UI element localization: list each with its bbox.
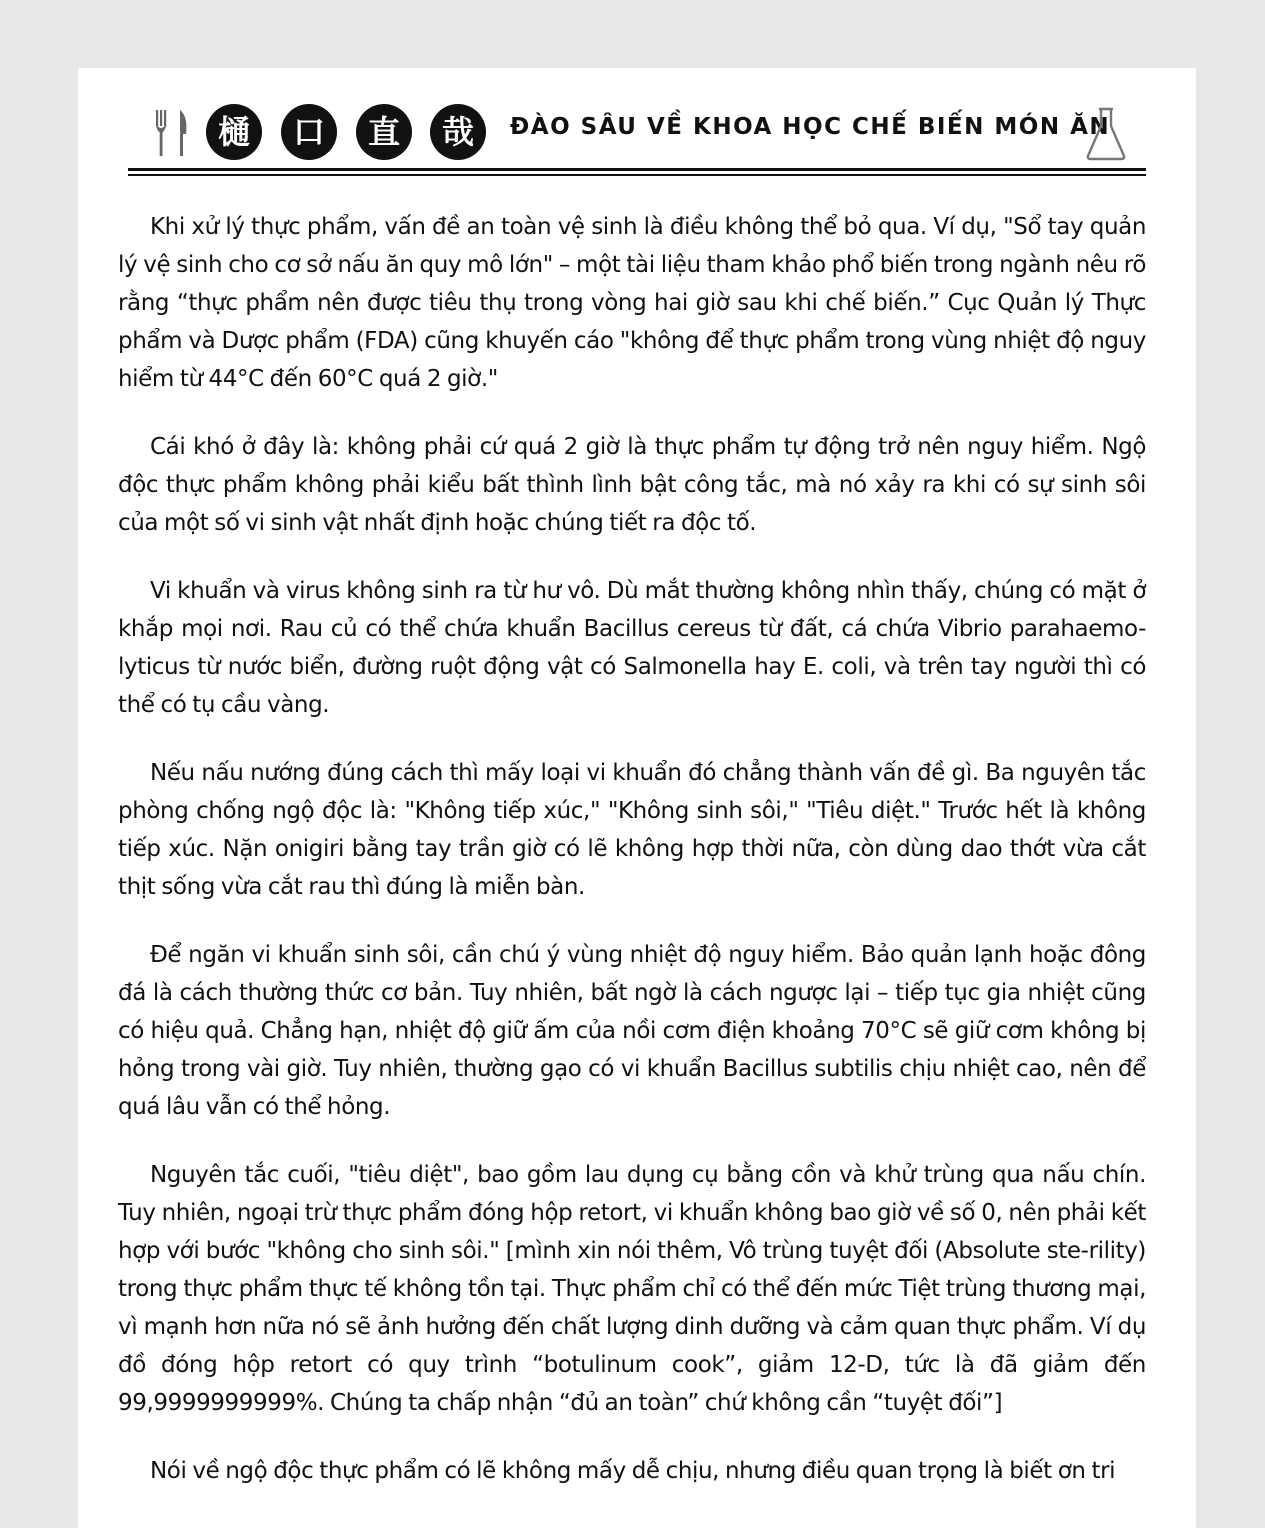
paragraph: Nếu nấu nướng đúng cách thì mấy loại vi khuẩn đó chẳng thành vấn đề gì. Ba nguyên tắc phòng chống ngộ độc là: "Không tiếp xúc," "Không sinh sôi," "Tiêu diệt." Trước hết là không tiếp xúc. Nặn onigiri bằng tay trần giờ có lẽ không hợp thời nữa, còn dùng dao thớt vừa cắt thịt sống vừa cắt rau thì đúng là miễn bàn.	[118, 760, 1146, 900]
paragraph: Nguyên tắc cuối, "tiêu diệt", bao gồm lau dụng cụ bằng cồn và khử trùng qua nấu chín. Tuy nhiên, ngoại trừ thực phẩm đóng hộp retort, vi khuẩn không bao giờ về số 0, nên phải kết hợp với bước "không cho sinh sôi." [mình xin nói thêm, Vô trùng tuyệt đối (Absolute ste-rility) trong thực phẩm thực tế không tồn tại. Thực phẩm chỉ có thể đến mức Tiệt trùng thương mại, vì mạnh hơn nữa nó sẽ ảnh hưởng đến chất lượng dinh dưỡng và cảm quan thực phẩm. Ví dụ đồ đóng hộp retort có quy trình “botulinum cook”, giảm 12-D, tức là đã giảm đến 99,9999999999%. Chúng ta chấp nhận “đủ an toàn” chứ không cần “tuyệt đối”]	[118, 1162, 1146, 1416]
header-rule	[128, 168, 1146, 171]
page	[78, 68, 1196, 1528]
header-rule	[128, 174, 1146, 176]
kanji-badge: 口	[281, 104, 337, 160]
paragraph: Cái khó ở đây là: không phải cứ quá 2 giờ là thực phẩm tự động trở nên nguy hiểm. Ngộ độc thực phẩm không phải kiểu bất thình lình bật công tắc, mà nó xảy ra khi có sự sinh sôi của một số vi sinh vật nhất định hoặc chúng tiết ra độc tố.	[118, 434, 1146, 536]
paragraph: Khi xử lý thực phẩm, vấn đề an toàn vệ sinh là điều không thể bỏ qua. Ví dụ, "Sổ tay quản lý vệ sinh cho cơ sở nấu ăn quy mô lớn" – một tài liệu tham khảo phổ biến trong ngành nêu rõ rằng “thực phẩm nên được tiêu thụ trong vòng hai giờ sau khi chế biến.” Cục Quản lý Thực phẩm và Dược phẩm (FDA) cũng khuyến cáo "không để thực phẩm trong vùng nhiệt độ nguy hiểm từ 44°C đến 60°C quá 2 giờ."	[118, 214, 1146, 392]
article-body	[118, 208, 1146, 1520]
paragraph: Để ngăn vi khuẩn sinh sôi, cần chú ý vùng nhiệt độ nguy hiểm. Bảo quản lạnh hoặc đông đá là cách thường thức cơ bản. Tuy nhiên, bất ngờ là cách ngược lại – tiếp tục gia nhiệt cũng có hiệu quả. Chẳng hạn, nhiệt độ giữ ấm của nồi cơm điện khoảng 70°C sẽ giữ cơm không bị hỏng trong vài giờ. Tuy nhiên, thường gạo có vi khuẩn Bacillus subtilis chịu nhiệt cao, nên để quá lâu vẫn có thể hỏng.	[118, 942, 1146, 1120]
kanji-badge: 哉	[430, 104, 486, 160]
fork-knife-icon	[154, 108, 190, 158]
kanji-badge: 直	[356, 104, 412, 160]
header	[78, 68, 1196, 178]
paragraph: Nói về ngộ độc thực phẩm có lẽ không mấy dễ chịu, nhưng điều quan trọng là biết ơn tri	[150, 1458, 1116, 1484]
flask-icon	[1084, 106, 1128, 162]
paragraph: Vi khuẩn và virus không sinh ra từ hư vô. Dù mắt thường không nhìn thấy, chúng có mặt ở khắp mọi nơi. Rau củ có thể chứa khuẩn Bacillus cereus từ đất, cá chứa Vibrio parahaemo-lyticus từ nước biển, đường ruột động vật có Salmonella hay E. coli, và trên tay người thì có thể có tụ cầu vàng.	[118, 578, 1146, 718]
header-title: ĐÀO SÂU VỀ KHOA HỌC CHẾ BIẾN MÓN ĂN	[510, 114, 1111, 140]
kanji-badge: 樋	[206, 104, 262, 160]
